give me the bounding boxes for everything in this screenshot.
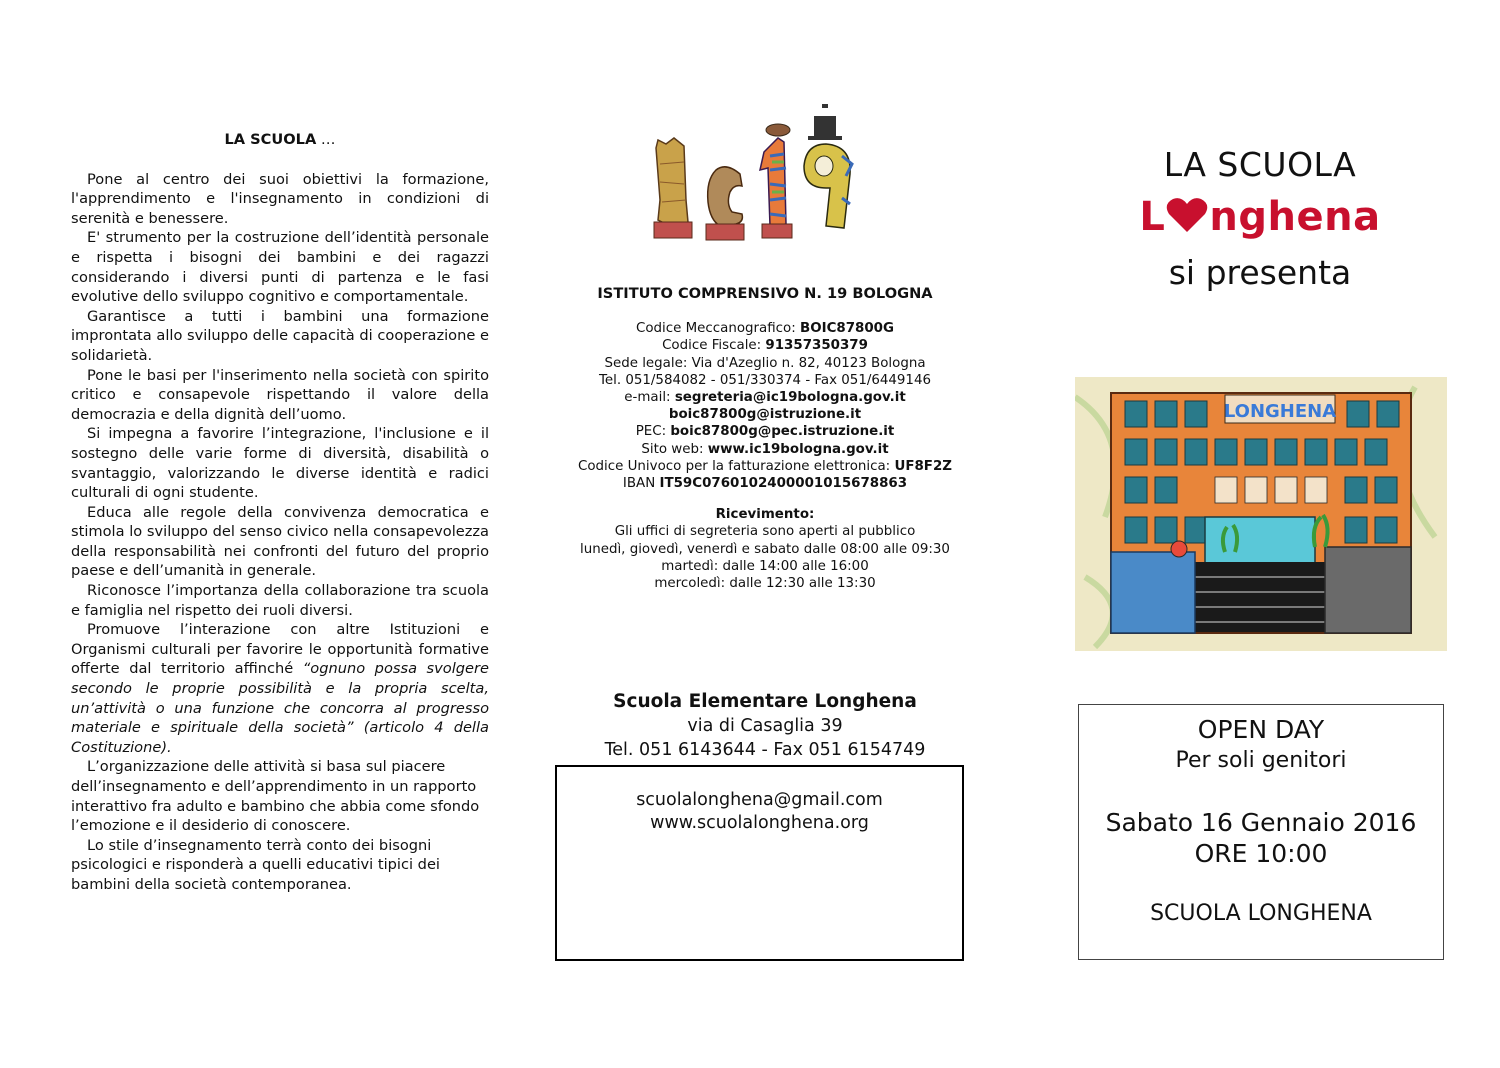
fiscal-value: 91357350379 <box>765 338 868 354</box>
spacer <box>1078 776 1444 807</box>
section-title-dots: … <box>316 131 336 148</box>
paragraph-5: Si impegna a favorire l’integrazione, l'inclusione e il sostegno delle varie forme di diversità, disabilità o svantaggio, valorizzando le diverse identità e radici culturali di ogni studente. <box>71 425 489 502</box>
paragraph-6: Educa alle regole della convivenza democratica e stimola lo sviluppo del senso civico nella consapevolezza della responsabilità nei confronti del futuro del proprio paese e dell’umanità in generale. <box>71 503 489 580</box>
iban-label: IBAN <box>622 476 660 492</box>
email-label: e-mail: <box>624 390 675 406</box>
reception-line-4: mercoledì: dalle 12:30 alle 13:30 <box>654 576 876 592</box>
paragraph-7: Riconosce l’importanza della collaborazione tra scuola e famiglia nel rispetto dei ruoli diversi. <box>71 582 489 619</box>
school-email[interactable]: scuolalonghena@gmail.com <box>636 790 883 810</box>
reception-title: Ricevimento: <box>715 507 815 523</box>
title-line-1: LA SCUOLA <box>1163 145 1357 184</box>
institute-email-2 <box>555 406 975 423</box>
iban <box>555 475 975 492</box>
mecc-value: BOIC87800G <box>800 321 894 337</box>
institute-title: ISTITUTO COMPRENSIVO N. 19 BOLOGNA <box>597 285 933 302</box>
wordmark-L: L <box>1139 194 1166 240</box>
paragraph-4: Pone le basi per l'inserimento nella società con spirito critico e consapevole rispettando il valore della democrazia e della dignità dell’uomo. <box>71 366 489 423</box>
wordmark-rest: nghena <box>1209 194 1381 240</box>
school-description <box>71 130 489 895</box>
school-phone: Tel. 051 6143644 - Fax 051 6154749 <box>604 740 926 760</box>
legal-address: Sede legale: Via d'Azeglio n. 82, 40123 Bologna <box>604 355 926 371</box>
institute-pec <box>555 423 975 440</box>
school-address-block <box>555 690 975 762</box>
title-line-3: si presenta <box>1168 253 1352 292</box>
spacer <box>1078 869 1444 898</box>
school-drawing <box>1075 377 1447 651</box>
institute-website <box>555 441 975 458</box>
school-drawing-image <box>1075 377 1447 651</box>
open-day-subtitle: Per soli genitori <box>1175 748 1347 773</box>
open-day-place: SCUOLA LONGHENA <box>1150 901 1372 926</box>
iban-value: IT59C0760102400001015678863 <box>659 476 908 492</box>
mecc-code <box>555 320 975 337</box>
school-website[interactable]: www.scuolalonghena.org <box>650 813 869 833</box>
paragraph-9: L’organizzazione delle attività si basa sul piacere dell’insegnamento e dell’apprendimento in un rapporto interattivo fra adulto e bambino che abbia come sfondo l’emozione e il desiderio di conoscere. <box>71 758 480 835</box>
unique-code-label: Codice Univoco per la fatturazione elettronica: <box>578 458 895 474</box>
fiscal-code <box>555 337 975 354</box>
drawing-sign: LONGHENA <box>1223 401 1337 422</box>
paragraph-3: Garantisce a tutti i bambini una formazione improntata allo sviluppo delle capacità di cooperazione e solidarietà. <box>71 307 489 364</box>
fiscal-label: Codice Fiscale: <box>662 338 766 354</box>
paragraph-2: E' strumento per la costruzione dell’identità personale e rispetta i bisogni dei bambini e dei ragazzi considerando i diversi punti di partenza e le fasi evolutive dello sviluppo cognitivo e comportamentale. <box>71 229 489 306</box>
school-name: Scuola Elementare Longhena <box>613 691 917 712</box>
unique-code-value: UF8F2Z <box>894 458 952 474</box>
section-title <box>71 130 489 150</box>
website-link[interactable]: www.ic19bologna.gov.it <box>707 441 889 457</box>
school-contacts <box>555 789 964 835</box>
paragraph-8-text: Promuove l’interazione con altre Istituzioni e Organismi culturali per favorire le opportunità formative offerte dal territorio affinché <box>71 621 489 678</box>
ic19-logo-drawing <box>646 104 866 246</box>
institute-email <box>555 389 975 406</box>
longhena-wordmark <box>1075 185 1445 253</box>
email-link-2[interactable]: boic87800g@istruzione.it <box>668 407 862 423</box>
open-day-time: ORE 10:00 <box>1194 839 1328 868</box>
heart-icon <box>1165 189 1209 253</box>
ic19-logo <box>646 104 866 246</box>
constitution-quote: “ognuno possa svolgere secondo le proprie possibilità e la propria scelta, un’attività o una funzione che concorra al progresso materiale e spirituale della società” (articolo 4 della Costituzione). <box>71 660 489 756</box>
paragraph-10: Lo stile d’insegnamento terrà conto dei bisogni psicologici e risponderà a quelli educativi tipici dei bambini della società contemporanea. <box>71 836 440 893</box>
pec-label: PEC: <box>635 424 671 440</box>
mecc-label: Codice Meccanografico: <box>636 321 800 337</box>
institute-info <box>555 285 975 592</box>
brochure-title <box>1075 145 1445 293</box>
paragraph-8 <box>71 620 489 757</box>
web-label: Sito web: <box>641 441 708 457</box>
institute-phone: Tel. 051/584082 - 051/330374 - Fax 051/6449146 <box>598 372 931 388</box>
open-day-info <box>1078 714 1444 929</box>
school-address: via di Casaglia 39 <box>687 716 843 736</box>
open-day-date: Sabato 16 Gennaio 2016 <box>1105 808 1417 837</box>
reception-line-2: lunedì, giovedì, venerdì e sabato dalle 08:00 alle 09:30 <box>580 541 950 557</box>
email-link-1[interactable]: segreteria@ic19bologna.gov.it <box>674 390 906 406</box>
unique-code <box>555 458 975 475</box>
open-day-title: OPEN DAY <box>1197 715 1325 744</box>
section-title-text: LA SCUOLA <box>224 131 317 148</box>
pec-link[interactable]: boic87800g@pec.istruzione.it <box>670 424 895 440</box>
reception-line-1: Gli uffici di segreteria sono aperti al pubblico <box>614 524 916 540</box>
paragraph-1: Pone al centro dei suoi obiettivi la formazione, l'apprendimento e l'insegnamento in condizioni di serenità e benessere. <box>71 170 489 227</box>
reception-line-3: martedì: dalle 14:00 alle 16:00 <box>661 558 869 574</box>
